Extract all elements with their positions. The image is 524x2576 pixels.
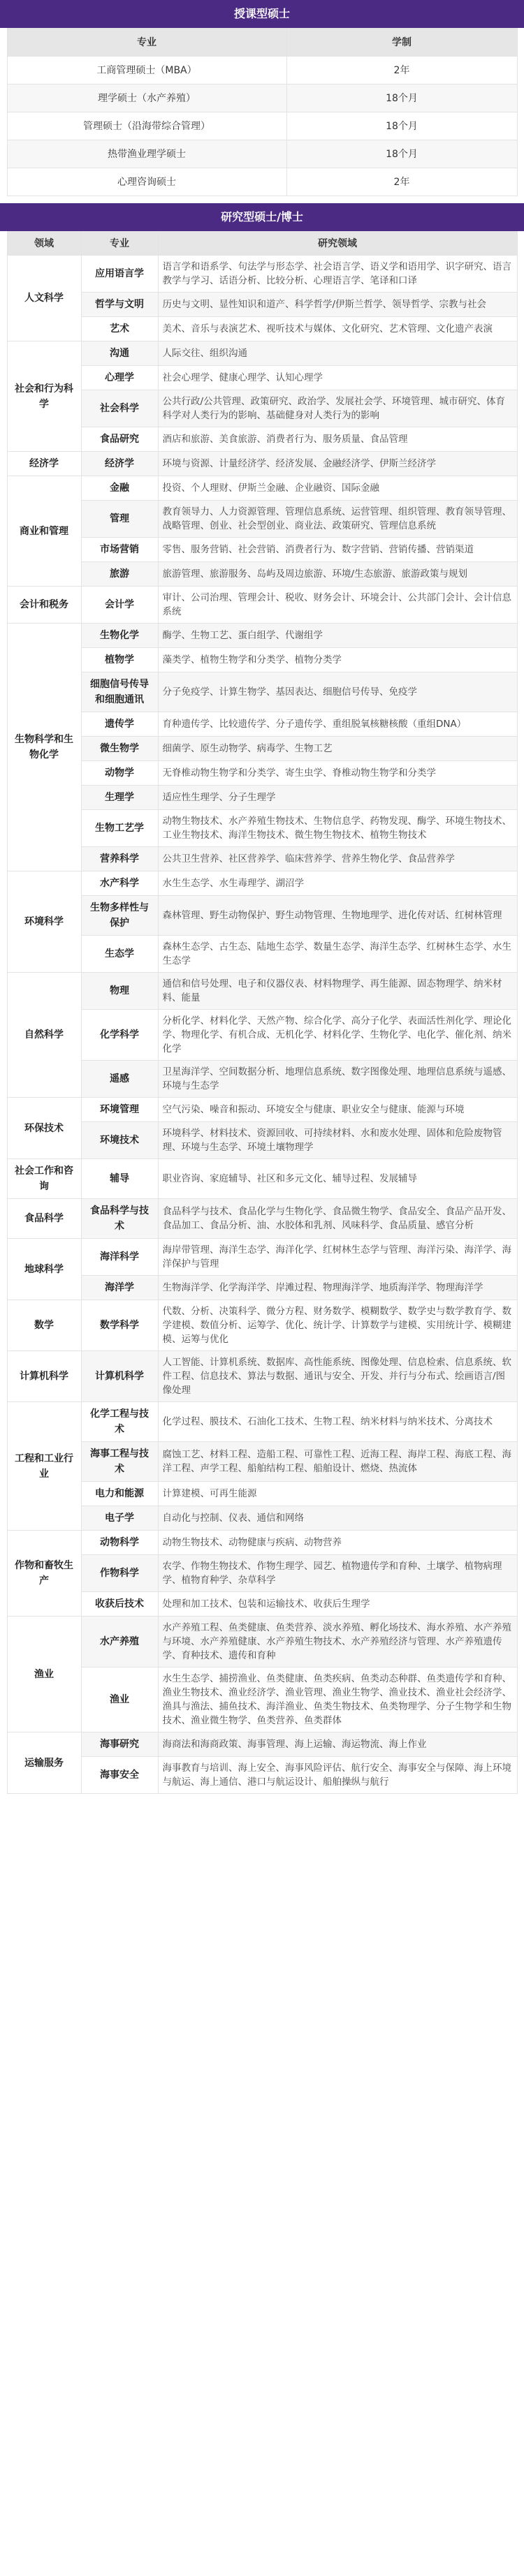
research-row bbox=[7, 1757, 517, 1794]
taught-row bbox=[7, 112, 517, 140]
research-domain-cell: 商业和管理 bbox=[7, 476, 81, 587]
research-row bbox=[7, 624, 517, 648]
taught-major-cell: 心理咨询硕士 bbox=[7, 168, 286, 196]
research-row bbox=[7, 761, 517, 786]
research-row bbox=[7, 1402, 517, 1442]
research-row bbox=[7, 256, 517, 293]
research-section-title: 研究型硕士/博士 bbox=[0, 203, 524, 231]
research-row bbox=[7, 786, 517, 810]
research-fields-cell: 海岸带管理、海洋生态学、海洋化学、红树林生态学与管理、海洋污染、海洋学、海洋保护与管理 bbox=[158, 1239, 517, 1276]
research-fields-cell: 人工智能、计算机系统、数据库、高性能系统、图像处理、信息检索、信息系统、软件工程、信息技术、算法与数据、通讯与安全、开发、并行与分布式、绘画语言/图像处理 bbox=[158, 1351, 517, 1402]
research-row bbox=[7, 810, 517, 847]
research-major-cell: 数学科学 bbox=[81, 1300, 158, 1351]
research-table bbox=[7, 231, 518, 1794]
research-major-cell: 哲学与文明 bbox=[81, 293, 158, 317]
research-major-cell: 食品研究 bbox=[81, 427, 158, 452]
research-fields-cell: 职业咨询、家庭辅导、社区和多元文化、辅导过程、发展辅导 bbox=[158, 1159, 517, 1199]
research-domain-cell: 自然科学 bbox=[7, 973, 81, 1098]
research-row bbox=[7, 712, 517, 737]
research-major-cell: 环境管理 bbox=[81, 1098, 158, 1122]
research-major-cell: 生理学 bbox=[81, 786, 158, 810]
research-row bbox=[7, 871, 517, 896]
research-header-fields: 研究领域 bbox=[158, 232, 517, 256]
research-major-cell: 植物学 bbox=[81, 648, 158, 672]
research-domain-cell: 渔业 bbox=[7, 1617, 81, 1732]
research-fields-cell: 零售、服务营销、社会营销、消费者行为、数字营销、营销传播、营销渠道 bbox=[158, 538, 517, 562]
research-major-cell: 遗传学 bbox=[81, 712, 158, 737]
research-row bbox=[7, 1668, 517, 1732]
research-domain-cell: 计算机科学 bbox=[7, 1351, 81, 1402]
research-fields-cell: 环境与资源、计量经济学、经济发展、金融经济学、伊斯兰经济学 bbox=[158, 452, 517, 476]
research-fields-cell: 水生生态学、捕捞渔业、鱼类健康、鱼类疾病、鱼类动态种群、鱼类遗传学和育种、渔业生物技术、渔业经济学、渔业管理、渔业生物学、渔业技术、渔业社会经济学、渔具与渔法、捕鱼技术、海洋渔业、鱼类生物技术、鱼类物理学、分子生物学和生物技术、渔业微生物学、鱼类营养、鱼类群体 bbox=[158, 1668, 517, 1732]
research-row bbox=[7, 562, 517, 587]
research-fields-cell: 水生生态学、水生毒理学、湖沼学 bbox=[158, 871, 517, 896]
research-row bbox=[7, 1732, 517, 1757]
taught-duration-cell: 2年 bbox=[286, 168, 517, 196]
research-major-cell: 营养科学 bbox=[81, 847, 158, 871]
research-row bbox=[7, 1531, 517, 1555]
research-fields-cell: 细菌学、原生动物学、病毒学、生物工艺 bbox=[158, 737, 517, 761]
taught-major-cell: 理学硕士（水产养殖） bbox=[7, 84, 286, 112]
research-major-cell: 微生物学 bbox=[81, 737, 158, 761]
research-domain-cell: 工程和工业行业 bbox=[7, 1402, 81, 1531]
research-fields-cell: 处理和加工技术、包装和运输技术、收获后生理学 bbox=[158, 1592, 517, 1617]
research-major-cell: 渔业 bbox=[81, 1668, 158, 1732]
research-major-cell: 食品科学与技术 bbox=[81, 1199, 158, 1239]
taught-row bbox=[7, 168, 517, 196]
research-row bbox=[7, 737, 517, 761]
research-major-cell: 海事工程与技术 bbox=[81, 1442, 158, 1482]
research-row bbox=[7, 1010, 517, 1061]
research-domain-cell: 环保技术 bbox=[7, 1098, 81, 1159]
research-major-cell: 动物学 bbox=[81, 761, 158, 786]
research-major-cell: 化学科学 bbox=[81, 1010, 158, 1061]
research-row bbox=[7, 452, 517, 476]
research-fields-cell: 水产养殖工程、鱼类健康、鱼类营养、淡水养殖、孵化场技术、海水养殖、水产养殖与环境、水产养殖健康、水产养殖生物技术、水产养殖经济与管理、水产养殖遗传学、育种技术、遗传和育种 bbox=[158, 1617, 517, 1668]
research-major-cell: 生态学 bbox=[81, 936, 158, 973]
research-major-cell: 海洋科学 bbox=[81, 1239, 158, 1276]
research-major-cell: 电子学 bbox=[81, 1506, 158, 1531]
research-fields-cell: 社会心理学、健康心理学、认知心理学 bbox=[158, 366, 517, 390]
research-row bbox=[7, 317, 517, 341]
research-domain-cell: 食品科学 bbox=[7, 1199, 81, 1239]
research-domain-cell: 环境科学 bbox=[7, 871, 81, 973]
research-fields-cell: 海事教育与培训、海上安全、海事风险评估、航行安全、海事安全与保障、海上环境与航运、海上通信、港口与航运设计、船舶操纵与航行 bbox=[158, 1757, 517, 1794]
taught-header-major: 专业 bbox=[7, 29, 286, 57]
research-fields-cell: 育种遗传学、比较遗传学、分子遗传学、重组脱氧核糖核酸（重组DNA） bbox=[158, 712, 517, 737]
taught-duration-cell: 18个月 bbox=[286, 84, 517, 112]
research-major-cell: 物理 bbox=[81, 973, 158, 1010]
research-major-cell: 应用语言学 bbox=[81, 256, 158, 293]
taught-major-cell: 热带渔业理学硕士 bbox=[7, 140, 286, 168]
research-domain-cell: 社会工作和咨询 bbox=[7, 1159, 81, 1199]
research-row bbox=[7, 1276, 517, 1300]
taught-row bbox=[7, 57, 517, 84]
research-fields-cell: 森林管理、野生动物保护、野生动物管理、生物地理学、进化传对话、红树林管理 bbox=[158, 896, 517, 936]
research-major-cell: 生物化学 bbox=[81, 624, 158, 648]
research-fields-cell: 酒店和旅游、美食旅游、消费者行为、服务质量、食品管理 bbox=[158, 427, 517, 452]
research-row bbox=[7, 1351, 517, 1402]
research-domain-cell: 运输服务 bbox=[7, 1732, 81, 1794]
research-row bbox=[7, 587, 517, 624]
research-major-cell: 沟通 bbox=[81, 341, 158, 366]
research-fields-cell: 农学、作物生物技术、作物生理学、园艺、植物遗传学和育种、土壤学、植物病理学、植物育种学、杂草科学 bbox=[158, 1555, 517, 1592]
research-row bbox=[7, 1617, 517, 1668]
taught-duration-cell: 18个月 bbox=[286, 140, 517, 168]
research-major-cell: 生物工艺学 bbox=[81, 810, 158, 847]
research-row bbox=[7, 1300, 517, 1351]
research-fields-cell: 代数、分析、决策科学、微分方程、财务数学、模糊数学、数学史与数学教育学、数学建模、数值分析、运筹学、优化、统计学、计算数学与建模、实用统计学、模糊建模、运筹与优化 bbox=[158, 1300, 517, 1351]
research-row bbox=[7, 390, 517, 427]
taught-table bbox=[7, 28, 518, 196]
taught-header-duration: 学制 bbox=[286, 29, 517, 57]
research-fields-cell: 空气污染、噪音和振动、环境安全与健康、职业安全与健康、能源与环境 bbox=[158, 1098, 517, 1122]
research-fields-cell: 计算建模、可再生能源 bbox=[158, 1482, 517, 1506]
research-fields-cell: 投资、个人理财、伊斯兰金融、企业融资、国际金融 bbox=[158, 476, 517, 501]
research-domain-cell: 生物科学和生物化学 bbox=[7, 624, 81, 871]
research-domain-cell: 人文科学 bbox=[7, 256, 81, 341]
research-fields-cell: 森林生态学、古生态、陆地生态学、数量生态学、海洋生态学、红树林生态学、水生生态学 bbox=[158, 936, 517, 973]
research-domain-cell: 经济学 bbox=[7, 452, 81, 476]
research-major-cell: 生物多样性与保护 bbox=[81, 896, 158, 936]
taught-duration-cell: 2年 bbox=[286, 57, 517, 84]
research-fields-cell: 旅游管理、旅游服务、岛屿及周边旅游、环境/生态旅游、旅游政策与规划 bbox=[158, 562, 517, 587]
research-major-cell: 水产科学 bbox=[81, 871, 158, 896]
research-row bbox=[7, 1592, 517, 1617]
research-fields-cell: 适应性生理学、分子生理学 bbox=[158, 786, 517, 810]
research-fields-cell: 教育领导力、人力资源管理、管理信息系统、运营管理、组织管理、教育领导管理、战略管理、创业、社会型创业、商业法、政策研究、管理信息系统 bbox=[158, 501, 517, 538]
research-fields-cell: 动物生物技术、动物健康与疾病、动物营养 bbox=[158, 1531, 517, 1555]
research-major-cell: 细胞信号传导和细胞通讯 bbox=[81, 672, 158, 712]
taught-duration-cell: 18个月 bbox=[286, 112, 517, 140]
research-major-cell: 艺术 bbox=[81, 317, 158, 341]
research-major-cell: 金融 bbox=[81, 476, 158, 501]
research-major-cell: 辅导 bbox=[81, 1159, 158, 1199]
research-major-cell: 收获后技术 bbox=[81, 1592, 158, 1617]
research-major-cell: 旅游 bbox=[81, 562, 158, 587]
research-major-cell: 会计学 bbox=[81, 587, 158, 624]
research-row bbox=[7, 476, 517, 501]
research-fields-cell: 卫星海洋学、空间数据分析、地理信息系统、数字图像处理、地理信息系统与遥感、环境与生态学 bbox=[158, 1061, 517, 1098]
research-domain-cell: 社会和行为科学 bbox=[7, 341, 81, 452]
research-row bbox=[7, 341, 517, 366]
research-row bbox=[7, 847, 517, 871]
research-row bbox=[7, 1061, 517, 1098]
research-major-cell: 水产养殖 bbox=[81, 1617, 158, 1668]
taught-major-cell: 管理硕士（沿海带综合管理） bbox=[7, 112, 286, 140]
research-row bbox=[7, 1098, 517, 1122]
research-domain-cell: 数学 bbox=[7, 1300, 81, 1351]
research-fields-cell: 酶学、生物工艺、蛋白组学、代谢组学 bbox=[158, 624, 517, 648]
research-major-cell: 海事研究 bbox=[81, 1732, 158, 1757]
research-major-cell: 管理 bbox=[81, 501, 158, 538]
research-row bbox=[7, 1159, 517, 1199]
research-fields-cell: 公共行政/公共管理、政策研究、政治学、发展社会学、环境管理、城市研究、体育科学对人类行为的影响、基础健身对人类行为的影响 bbox=[158, 390, 517, 427]
research-row bbox=[7, 1555, 517, 1592]
research-header-row bbox=[7, 232, 517, 256]
research-domain-cell: 会计和税务 bbox=[7, 587, 81, 624]
research-row bbox=[7, 896, 517, 936]
research-row bbox=[7, 366, 517, 390]
research-row bbox=[7, 648, 517, 672]
research-fields-cell: 动物生物技术、水产养殖生物技术、生物信息学、药物发现、酶学、环境生物技术、工业生物技术、海洋生物技术、微生物生物技术、植物生物技术 bbox=[158, 810, 517, 847]
research-major-cell: 动物科学 bbox=[81, 1531, 158, 1555]
research-row bbox=[7, 1239, 517, 1276]
research-major-cell: 社会科学 bbox=[81, 390, 158, 427]
research-major-cell: 市场营销 bbox=[81, 538, 158, 562]
research-row bbox=[7, 538, 517, 562]
research-fields-cell: 历史与文明、显性知识和道产、科学哲学/伊斯兰哲学、领导哲学、宗教与社会 bbox=[158, 293, 517, 317]
research-fields-cell: 藻类学、植物生物学和分类学、植物分类学 bbox=[158, 648, 517, 672]
research-row bbox=[7, 501, 517, 538]
research-row bbox=[7, 672, 517, 712]
research-fields-cell: 无脊椎动物生物学和分类学、寄生虫学、脊椎动物生物学和分类学 bbox=[158, 761, 517, 786]
research-fields-cell: 海商法和海商政策、海事管理、海上运输、海运物流、海上作业 bbox=[158, 1732, 517, 1757]
section-divider bbox=[0, 196, 524, 203]
research-fields-cell: 自动化与控制、仪表、通信和网络 bbox=[158, 1506, 517, 1531]
research-major-cell: 遥感 bbox=[81, 1061, 158, 1098]
research-row bbox=[7, 973, 517, 1010]
research-fields-cell: 生物海洋学、化学海洋学、岸滩过程、物理海洋学、地质海洋学、物理海洋学 bbox=[158, 1276, 517, 1300]
research-header-major: 专业 bbox=[81, 232, 158, 256]
research-major-cell: 电力和能源 bbox=[81, 1482, 158, 1506]
research-row bbox=[7, 1442, 517, 1482]
taught-row bbox=[7, 84, 517, 112]
research-fields-cell: 审计、公司治理、管理会计、税收、财务会计、环境会计、公共部门会计、会计信息系统 bbox=[158, 587, 517, 624]
research-major-cell: 海洋学 bbox=[81, 1276, 158, 1300]
research-fields-cell: 语言学和语系学、句法学与形态学、社会语言学、语义学和语用学、识字研究、语言教学与学习、话语分析、比较分析、心理语言学、笔译和口译 bbox=[158, 256, 517, 293]
research-row bbox=[7, 1482, 517, 1506]
research-fields-cell: 通信和信号处理、电子和仪器仪表、材料物理学、再生能源、固态物理学、纳米材料、能量 bbox=[158, 973, 517, 1010]
research-major-cell: 心理学 bbox=[81, 366, 158, 390]
research-domain-cell: 作物和畜牧生产 bbox=[7, 1531, 81, 1617]
research-major-cell: 化学工程与技术 bbox=[81, 1402, 158, 1442]
taught-major-cell: 工商管理硕士（MBA） bbox=[7, 57, 286, 84]
research-fields-cell: 人际交往、组织沟通 bbox=[158, 341, 517, 366]
research-fields-cell: 环境科学、材料技术、资源回收、可持续材料、水和废水处理、固体和危险废物管理、环境与生态学、环境土壤物理学 bbox=[158, 1122, 517, 1159]
research-major-cell: 环境技术 bbox=[81, 1122, 158, 1159]
research-major-cell: 作物科学 bbox=[81, 1555, 158, 1592]
research-fields-cell: 化学过程、膜技术、石油化工技术、生物工程、纳米材料与纳米技术、分离技术 bbox=[158, 1402, 517, 1442]
research-fields-cell: 食品科学与技术、食品化学与生物化学、食品微生物学、食品安全、食品产品开发、食品加工、食品分析、油、水胶体和乳剂、风味科学、食品质量、感官分析 bbox=[158, 1199, 517, 1239]
taught-row bbox=[7, 140, 517, 168]
research-row bbox=[7, 1506, 517, 1531]
research-major-cell: 计算机科学 bbox=[81, 1351, 158, 1402]
research-row bbox=[7, 1122, 517, 1159]
research-fields-cell: 美术、音乐与表演艺术、视听技术与媒体、文化研究、艺术管理、文化遗产表演 bbox=[158, 317, 517, 341]
research-fields-cell: 公共卫生营养、社区营养学、临床营养学、营养生物化学、食品营养学 bbox=[158, 847, 517, 871]
taught-header-row bbox=[7, 29, 517, 57]
research-row bbox=[7, 936, 517, 973]
research-fields-cell: 分子免疫学、计算生物学、基因表达、细胞信号传导、免疫学 bbox=[158, 672, 517, 712]
research-fields-cell: 分析化学、材料化学、天然产物、综合化学、高分子化学、表面活性剂化学、理论化学、物理化学、有机合成、无机化学、材料化学、生物化学、电化学、催化剂、纳米化学 bbox=[158, 1010, 517, 1061]
research-row bbox=[7, 1199, 517, 1239]
research-major-cell: 经济学 bbox=[81, 452, 158, 476]
research-row bbox=[7, 293, 517, 317]
research-major-cell: 海事安全 bbox=[81, 1757, 158, 1794]
taught-section-title: 授课型硕士 bbox=[0, 0, 524, 28]
research-row bbox=[7, 427, 517, 452]
research-header-domain: 领域 bbox=[7, 232, 81, 256]
research-domain-cell: 地球科学 bbox=[7, 1239, 81, 1300]
research-fields-cell: 腐蚀工艺、材料工程、造船工程、可靠性工程、近海工程、海岸工程、海底工程、海洋工程、声学工程、船舶结构工程、船舶设计、燃烧、热流体 bbox=[158, 1442, 517, 1482]
